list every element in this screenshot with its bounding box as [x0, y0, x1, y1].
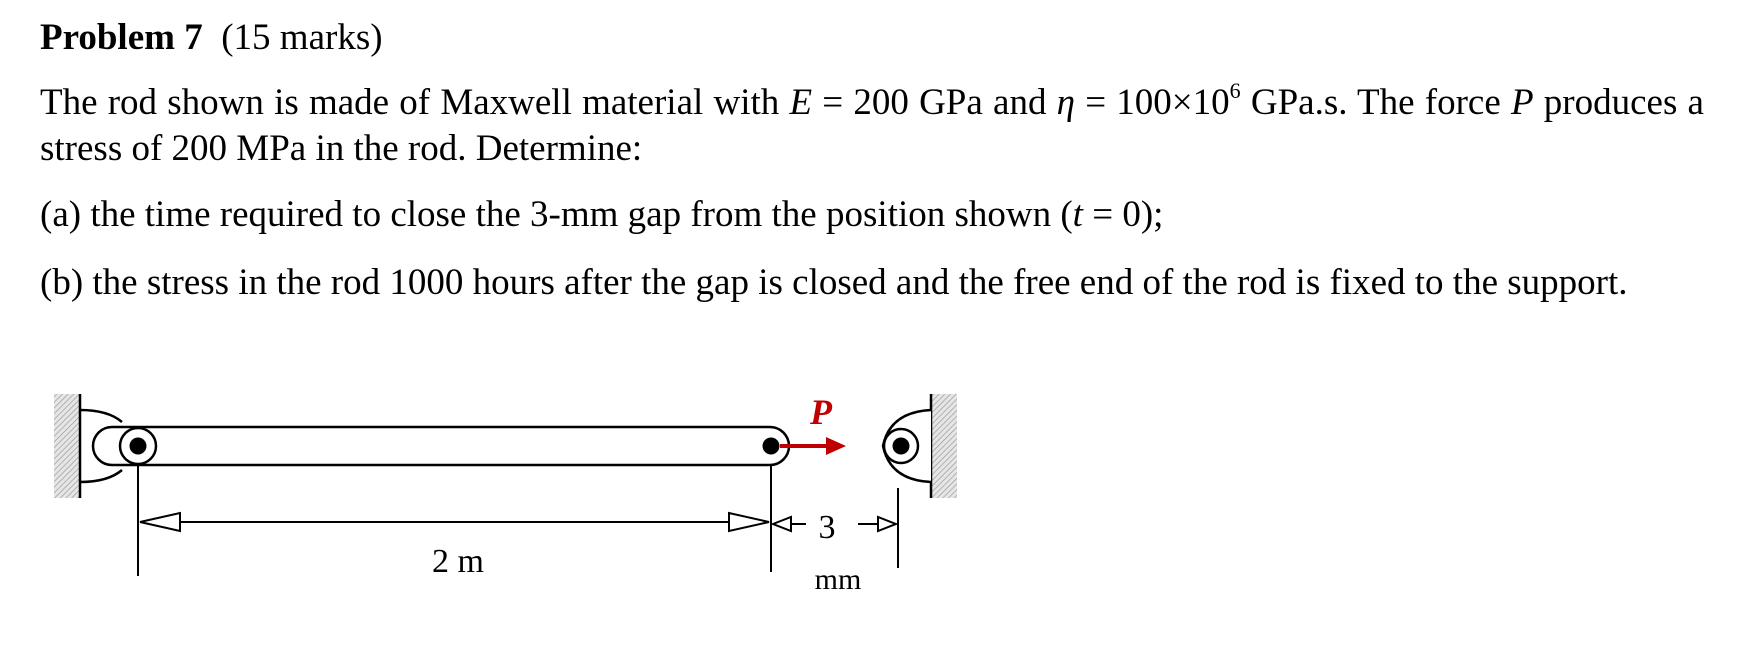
- left-pin: [130, 438, 147, 455]
- rod-end-pin: [763, 438, 780, 455]
- exponent: 6: [1229, 78, 1241, 103]
- length-label: 2 m: [432, 543, 484, 580]
- statement-text-4: GPa.s. The force: [1240, 82, 1511, 123]
- force-arrow-head: [826, 437, 846, 455]
- problem-heading: [40, 14, 1704, 62]
- statement-text-2: = 200 GPa and: [812, 82, 1057, 123]
- force-label: P: [810, 392, 832, 432]
- gap-arrow-left: [773, 517, 791, 531]
- gap-unit-label: mm: [814, 563, 862, 596]
- symbol-E: E: [789, 82, 813, 123]
- statement-text-3: = 100×10: [1075, 82, 1230, 123]
- length-arrow-right: [729, 513, 769, 531]
- symbol-eta: η: [1056, 82, 1076, 123]
- part-b: (b) the stress in the rod 1000 hours after the gap is closed and the free end of the rod is fixed to the support.: [40, 262, 1628, 303]
- part-a: [40, 192, 1704, 238]
- left-wall-hatch: [54, 394, 80, 498]
- problem-statement: [40, 80, 1704, 172]
- problem-marks: (15 marks): [221, 17, 383, 58]
- right-pin: [893, 438, 910, 455]
- problem-title: Problem 7: [40, 17, 203, 58]
- symbol-P: P: [1510, 82, 1534, 123]
- rod-diagram: [40, 382, 1000, 622]
- part-a-text-2: = 0);: [1082, 194, 1164, 235]
- gap-arrow-right: [878, 517, 896, 531]
- symbol-t: t: [1072, 194, 1083, 235]
- rod: [93, 427, 789, 465]
- statement-text-5: produces a stress of 200 MPa in the rod. Determine:: [40, 82, 1704, 169]
- problem-document: [40, 14, 1704, 306]
- statement-text-1: The rod shown is made of Maxwell material with: [40, 82, 790, 123]
- length-arrow-left: [140, 513, 180, 531]
- part-a-text-1: (a) the time required to close the 3-mm gap from the position shown (: [40, 194, 1073, 235]
- right-wall-hatch: [931, 394, 957, 498]
- gap-value-label: 3: [818, 509, 836, 546]
